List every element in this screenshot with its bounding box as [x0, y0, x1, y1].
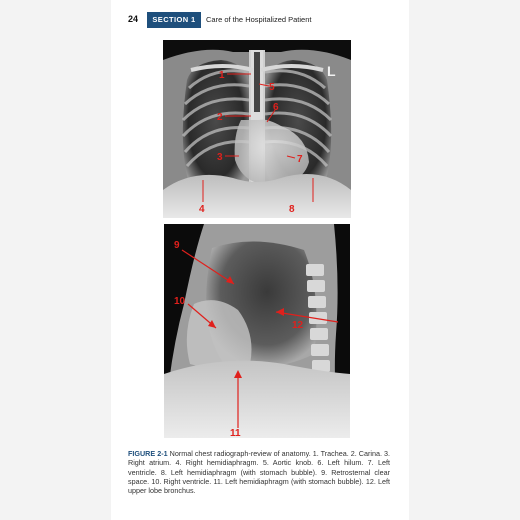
running-head [111, 12, 409, 28]
section-title: Care of the Hospitalized Patient [206, 15, 312, 24]
lateral-radiograph-drawing [164, 224, 350, 438]
figure-caption [128, 449, 390, 495]
marker-1: 1 [219, 70, 225, 81]
marker-8: 8 [289, 204, 295, 215]
frontal-radiograph-drawing [163, 40, 351, 218]
marker-4: 4 [199, 204, 205, 215]
marker-2: 2 [217, 112, 223, 123]
marker-5: 5 [269, 82, 275, 93]
marker-12: 12 [292, 320, 304, 331]
page-number: 24 [128, 14, 139, 24]
figure-caption-text: Normal chest radiograph-review of anatomy. 1. Trachea. 2. Carina. 3. Right atrium. 4. Right hemidiaphragm. 5. Aortic knob. 6. Left hilum. 7. Left ventricle. 8. Left hemidiaphragm (with stomach bubble). 9. Retrosternal clear space. 10. Right ventricle. 11. Left hemidiaphragm (with stomach bubble). 12. Left upper lobe bronchus. [128, 449, 391, 496]
marker-10: 10 [174, 296, 186, 307]
marker-6: 6 [273, 102, 279, 113]
book-page [111, 0, 409, 520]
marker-7: 7 [297, 154, 303, 165]
section-label: SECTION 1 [147, 12, 201, 28]
marker-3: 3 [217, 152, 223, 163]
figure-label: FIGURE 2-1 [128, 449, 168, 459]
side-marker: L [327, 63, 336, 79]
marker-9: 9 [174, 240, 180, 251]
marker-11: 11 [230, 428, 241, 438]
frontal-chest-radiograph [163, 40, 351, 218]
lateral-chest-radiograph [164, 224, 350, 438]
